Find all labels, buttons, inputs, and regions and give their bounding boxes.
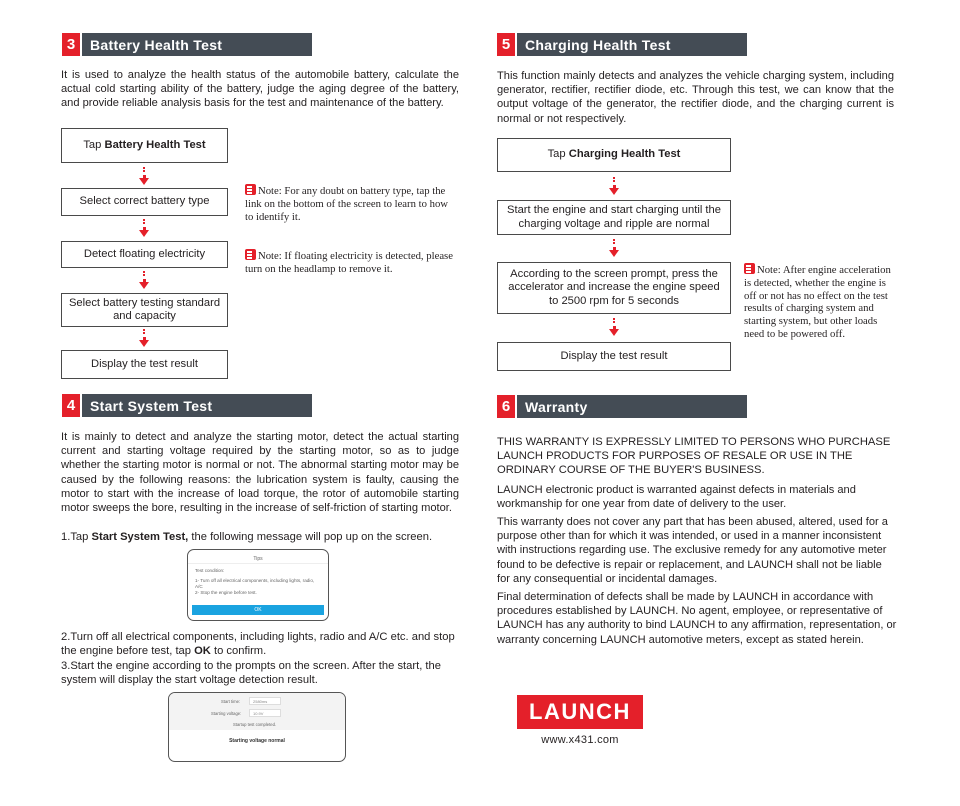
charging-note: Note: After engine acceleration is detected, whether the engine is off or not has no effect on the test results of charging system and starting system, but other loads need to be powered off. bbox=[744, 264, 891, 340]
battery-note-1: Note: For any doubt on battery type, tap the link on the bottom of the screen to learn to how to identify it. bbox=[245, 185, 449, 223]
down-arrow-icon bbox=[609, 177, 619, 195]
charging-flow-step-1: Tap Charging Health Test bbox=[497, 138, 731, 172]
charging-flow-step-2: Start the engine and start charging until the charging voltage and ripple are normal bbox=[497, 200, 731, 235]
charging-flow-step-4: Display the test result bbox=[497, 342, 731, 371]
warranty-paragraph-3: This warranty does not cover any part that has been abused, altered, used for a purpose other than for which it was intended, or used in a manner inconsistent with instructions regarding use. The exclusive remedy for any automotive meter found to be defective is repair or replacement, and LAUNCH shall not be liable for any consequential or incidental damages. bbox=[497, 516, 888, 585]
tips-dialog-body: Test condition: 1- Turn off all electrical components, including lights, radio, A/C 2- Stop the engine before test. bbox=[195, 568, 315, 595]
down-arrow-icon bbox=[139, 329, 149, 347]
warranty-paragraph-1: THIS WARRANTY IS EXPRESSLY LIMITED TO PERSONS WHO PURCHASE LAUNCH PRODUCTS FOR PURPOSES OF RESALE OR USE IN THE ORDINARY COURSE OF THE BUYER'S BUSINESS. bbox=[497, 436, 891, 477]
tips-dialog-title: Tips bbox=[188, 550, 328, 564]
ok-button[interactable]: OK bbox=[192, 605, 324, 615]
start-intro: It is mainly to detect and analyze the starting motor, detect the actual starting current and starting voltage required by the starting motor, so as to judge whether the starting motor is normal or not. The abnormal starting motor may be caused by the following reasons: the lubrication system is faulty, causing the motor to start with the increase of load torque, the rotor of automobile starting motor sweeps the bore, resulting in the increase of self-friction of starting motor. bbox=[61, 431, 459, 515]
flow-step-5: Display the test result bbox=[61, 350, 228, 379]
warranty-paragraph-4: Final determination of defects shall be made by LAUNCH in accordance with procedures established by LAUNCH. No agent, employee, or representative of LAUNCH has any authority to bind LAUNCH to any affirmation, representation, or warranty concerning LAUNCH automotive meters, except as stated herein. bbox=[497, 591, 897, 646]
section-header-warranty bbox=[497, 395, 747, 418]
section-header-battery bbox=[62, 33, 312, 56]
note-icon bbox=[744, 263, 755, 274]
section-number: 4 bbox=[62, 394, 80, 417]
warranty-paragraph-2: LAUNCH electronic product is warranted against defects in materials and workmanship for one year from date of delivery to the user. bbox=[497, 484, 856, 511]
battery-note-2: Note: If floating electricity is detected, please turn on the headlamp to remove it. bbox=[245, 250, 453, 275]
down-arrow-icon bbox=[609, 239, 619, 257]
note-icon bbox=[245, 184, 256, 195]
flow-step-3: Detect floating electricity bbox=[61, 241, 228, 268]
start-step-3: 3.Start the engine according to the prompts on the screen. After the start, the system will display the start voltage detection result. bbox=[61, 660, 441, 686]
charging-flow-step-3: According to the screen prompt, press the accelerator and increase the engine speed to 2500 rpm for 5 seconds bbox=[497, 262, 731, 314]
result-screenshot: Start time: 2580ms Starting voltage: 10.9V Startup test completed. Starting voltage normal bbox=[168, 692, 346, 762]
result-message: Starting voltage normal bbox=[229, 738, 285, 744]
down-arrow-icon bbox=[139, 219, 149, 237]
down-arrow-icon bbox=[609, 318, 619, 336]
start-step-1: 1.Tap Start System Test, the following message will pop up on the screen. bbox=[61, 531, 433, 543]
flow-step-2: Select correct battery type bbox=[61, 188, 228, 216]
section-number: 6 bbox=[497, 395, 515, 418]
website-url: www.x431.com bbox=[541, 734, 619, 746]
down-arrow-icon bbox=[139, 271, 149, 289]
section-header-charging bbox=[497, 33, 747, 56]
tips-dialog-screenshot bbox=[187, 549, 329, 621]
start-step-2: 2.Turn off all electrical components, including lights, radio and A/C etc. and stop the engine before test, tap OK to confirm. bbox=[61, 631, 455, 657]
section-title: Battery Health Test bbox=[82, 33, 312, 56]
section-header-start bbox=[62, 394, 312, 417]
battery-intro: It is used to analyze the health status of the automobile battery, calculate the actual cold starting ability of the battery, judge the aging degree of the battery, and provide reliable analysis basis for the test and maintenance of the battery. bbox=[61, 69, 459, 110]
down-arrow-icon bbox=[139, 167, 149, 185]
section-number: 5 bbox=[497, 33, 515, 56]
charging-intro: This function mainly detects and analyzes the vehicle charging system, including generator, rectifier, rectifier diode, etc. Through this test, we can know that the output voltage of the generator, the rectifier diode, and the charging current is normal or not respectively. bbox=[497, 70, 894, 125]
launch-logo: LAUNCH bbox=[517, 695, 643, 729]
note-icon bbox=[245, 249, 256, 260]
flow-step-4: Select battery testing standard and capacity bbox=[61, 293, 228, 327]
section-title: Start System Test bbox=[82, 394, 312, 417]
flow-step-1: Tap Battery Health Test bbox=[61, 128, 228, 163]
section-title: Charging Health Test bbox=[517, 33, 747, 56]
section-title: Warranty bbox=[517, 395, 747, 418]
section-number: 3 bbox=[62, 33, 80, 56]
